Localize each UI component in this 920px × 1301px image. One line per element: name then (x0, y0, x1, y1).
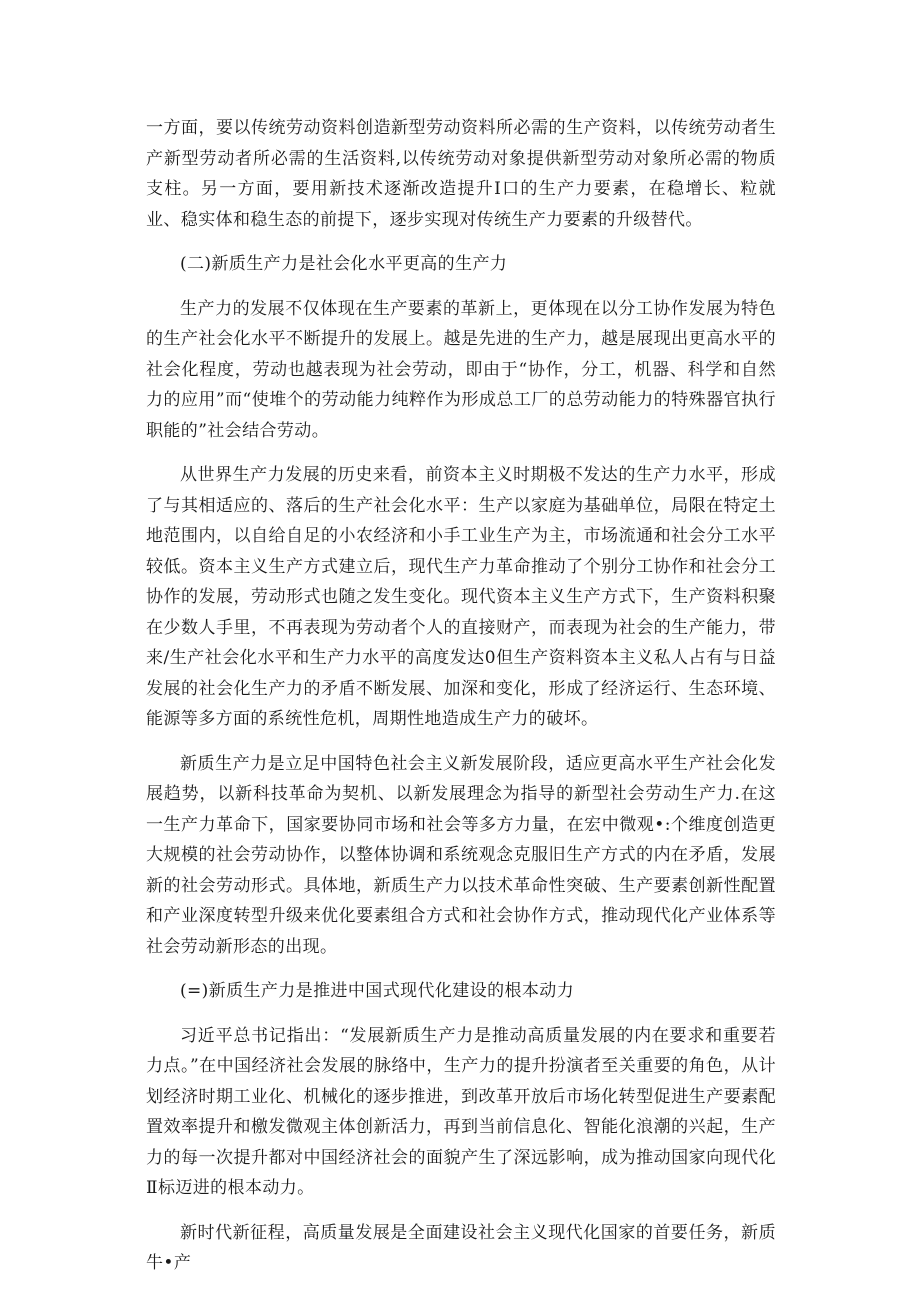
section-heading-3: (=)新质生产力是推进中国式现代化建设的根本动力 (180, 981, 575, 1001)
paragraph-4: 新质生产力是立足中国特色社会主义新发展阶段，适应更高水平生产社会化发展趋势，以新科技革命为契机、以新发展理念为指导的新型社会劳动生产力.在这一生产力革命下，国家要协同市场和社会等多方力量，在宏中微观•:个维度创造更大规模的社会劳动协作，以整体协调和系统观念克服旧生产方式的内在矛盾，发展新的社会劳动形式。具体地，新质生产力以技术革命性突破、生产要素创新性配置和产业深度转型升级来优化要素组合方式和社会协作方式，推动现代化产业体系等社会劳动新形态的出现。 (146, 753, 776, 957)
paragraph-3: 从世界生产力发展的历史来看，前资本主义时期极不发达的生产力水平，形成了与其相适应的、落后的生产社会化水平：生产以家庭为基础单位，局限在特定土地范围内，以自给自足的小农经济和小手工业生产为主，市场流通和社会分工水平较低。资本主义生产方式建立后，现代生产力革命推动了个别分工协作和社会分工协作的发展，劳动形式也随之发生变化。现代资本主义生产方式下，生产资料积聚在少数人手里，不再表现为劳动者个人的直接财产，而表现为社会的生产能力，带来/生产社会化水平和生产力水平的高度发达0但生产资料资本主义私人占有与日益发展的社会化生产力的矛盾不断发展、加深和变化，形成了经济运行、生态环境、能源等多方面的系统性危机，周期性地造成生产力的破坏。 (146, 465, 776, 729)
paragraph-6: 新时代新征程，高质量发展是全面建设社会主义现代化国家的首要任务，新质牛•产 (146, 1222, 776, 1273)
paragraph-2: 生产力的发展不仅体现在生产要素的革新上，更体现在以分工协作发展为特色的生产社会化水平不断提升的发展上。越是先进的生产力，越是展现出更高水平的社会化程度，劳动也越表现为社会劳动，即由于“协作，分工，机器、科学和自然力的应用”而“使堆个的劳动能力纯粹作为形成总工厂的总劳动能力的特殊器官执行职能的”社会结合劳动。 (146, 298, 776, 441)
document-page (146, 113, 776, 1293)
paragraph-1: 一方面，要以传统劳动资料创造新型劳动资料所必需的生产资料，以传统劳动者生产新型劳动者所必需的生活资料,以传统劳动对象提供新型劳动对象所必需的物质支柱。另一方面，要用新技术逐渐改造提升I口的生产力要素，在稳增长、粒就业、稳实体和稳生态的前提下，逐步实现对传统生产力要素的升级替代。 (146, 118, 776, 230)
paragraph-5: 习近平总书记指出：“发展新质生产力是推动高质量发展的内在要求和重要若力点。”在中国经济社会发展的脉络中，生产力的提升扮演者至关重要的角色，从计划经济时期工业化、机械化的逐步推进，到改革开放后市场化转型促进生产要素配置效率提升和檄发微观主体创新活力，再到当前信息化、智能化浪潮的兴起，生产力的每一次提升都对中国经济社会的面貌产生了深远影响，成为推动国家向现代化Ⅱ标迈进的根本动力。 (146, 1025, 776, 1198)
section-heading-2: (二)新质生产力是社会化水平更高的生产力 (180, 254, 508, 274)
